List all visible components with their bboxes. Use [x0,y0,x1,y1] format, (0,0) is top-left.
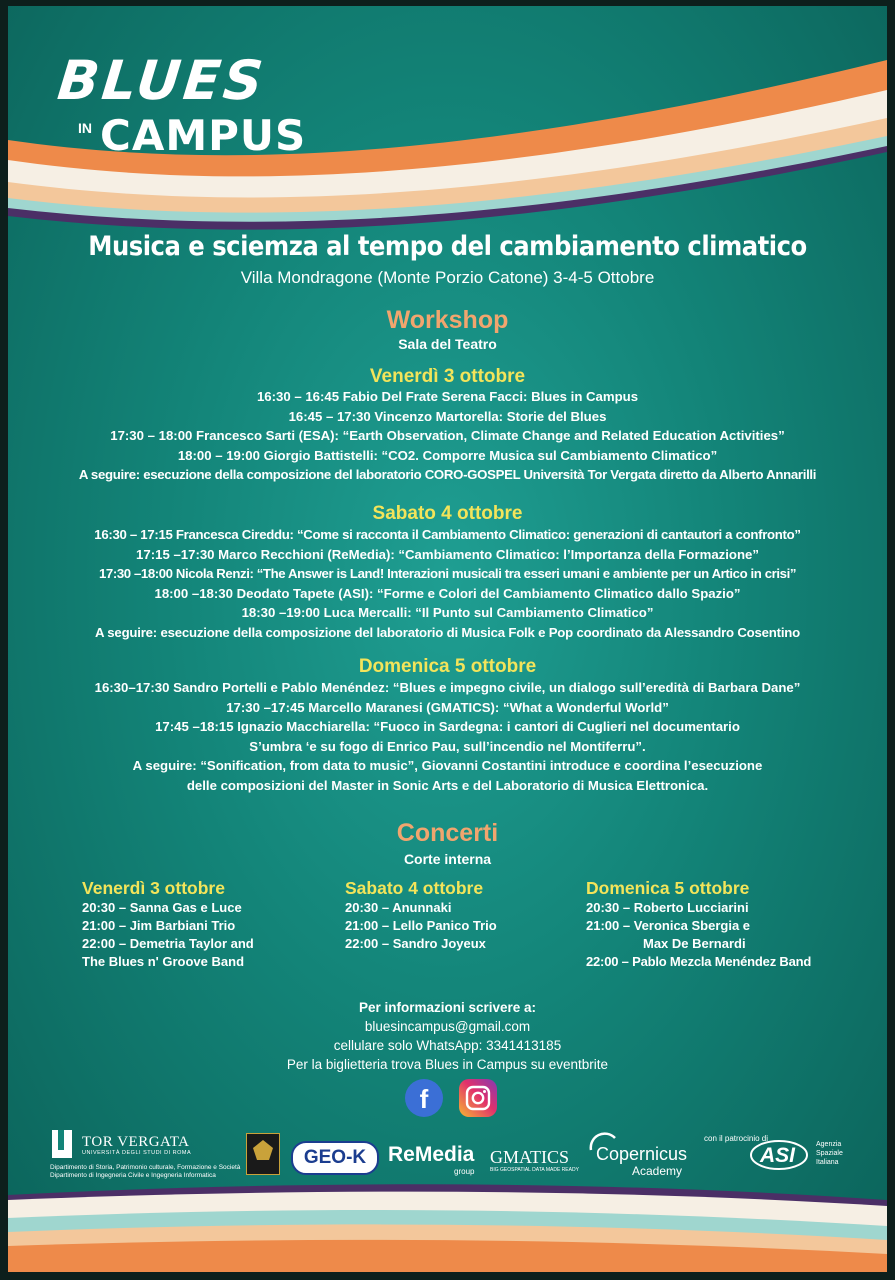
logo-blues-text: BLUES [54,49,269,112]
workshop-day-program [0,387,895,485]
asi-fullname [816,1140,843,1167]
concert-line: 22:00 – Demetria Taylor and [82,936,254,951]
instagram-icon[interactable] [459,1079,497,1117]
concert-day-column [345,877,605,953]
concerts-heading: Concerti [396,819,499,847]
tor-vergata-sub: UNIVERSITÀ DEGLI STUDI DI ROMA [82,1150,192,1156]
tor-vergata-mark-icon [50,1128,76,1162]
concert-line: 22:00 – Sandro Joyeux [345,936,486,951]
page-subtitle: Villa Mondragone (Monte Porzio Catone) 3-4-5 Ottobre [240,268,655,287]
concert-line: The Blues n' Groove Band [82,954,245,969]
remedia-name: ReMedia [388,1143,475,1166]
contact-info [0,998,895,1074]
info-heading: Per informazioni scrivere a: [358,1000,537,1015]
program-line: 17:30 – 18:00 Francesco Sarti (ESA): “Earth Observation, Climate Change and Related Education Activities” [110,428,785,444]
info-email[interactable]: bluesincampus@gmail.com [364,1019,531,1034]
program-line: A seguire: esecuzione della composizione del laboratorio CORO-GOSPEL Università Tor Vergata diretto da Alberto Annarilli [78,467,817,483]
program-line: 16:30–17:30 Sandro Portelli e Pablo Menéndez: “Blues e impegno civile, un dialogo sull’eredità di Barbara Dane” [94,680,801,695]
program-line: 18:00 – 19:00 Giorgio Battistelli: “CO2. Comporre Musica sul Cambiamento Climatico” [177,447,718,463]
concert-line: 20:30 – Sanna Gas e Luce [82,900,242,915]
tor-vergata-name: TOR VERGATA [82,1134,190,1150]
concert-list [345,899,605,953]
workshop-day-title: Domenica 5 ottobre [358,656,537,677]
program-line: 17:30 –17:45 Marcello Maranesi (GMATICS): “What a Wonderful World” [226,699,669,715]
tor-vergata-logo [50,1128,241,1179]
workshop-day-title: Venerdì 3 ottobre [369,366,526,387]
workshop-venue: Sala del Teatro [398,336,497,352]
concerts-venue: Corte interna [403,851,492,867]
concert-day-column [586,877,866,971]
copernicus-name: Copernicus [596,1144,688,1164]
program-line: 18:00 –18:30 Deodato Tapete (ASI): “Forme e Colori del Cambiamento Climatico dallo Spazio” [154,585,741,601]
program-line: 16:45 – 17:30 Vincenzo Martorella: Storie del Blues [288,408,607,424]
concert-line: 20:30 – Roberto Lucciarini [586,900,749,915]
facebook-icon[interactable] [405,1079,443,1117]
program-line: A seguire: esecuzione della composizione del laboratorio di Musica Folk e Pop coordinato da Alessandro Cosentino [95,624,800,640]
concert-line: 21:00 – Lello Panico Trio [345,918,497,933]
logo-in-text: IN [78,120,92,136]
program-line: 16:30 – 17:15 Francesca Cireddu: “Come si racconta il Cambiamento Climatico: generazioni di cantautori a confronto” [94,527,801,542]
gmatics-sub: BIG GEOSPATIAL DATA MADE READY [490,1167,579,1173]
program-line: delle composizioni del Master in Sonic Arts e del Laboratorio di Musica Elettronica. [186,777,709,793]
remedia-logo [388,1143,475,1176]
concert-day-title: Venerdì 3 ottobre [82,878,225,898]
tor-vergata-dept1: Dipartimento di Storia, Patrimonio culturale, Formazione e Società [50,1164,241,1171]
asi-line: Italiana [816,1159,839,1166]
svg-text:f: f [419,1084,429,1114]
info-phone: cellulare solo WhatsApp: 3341413185 [333,1038,562,1053]
asi-line: Spaziale [816,1150,843,1157]
geok-logo: GEO-K [291,1141,379,1175]
workshop-day-program [0,678,895,796]
info-tickets: Per la biglietteria trova Blues in Campus su eventbrite [286,1057,609,1072]
program-line: 17:15 –17:30 Marco Recchioni (ReMedia): “Cambiamento Climatico: l’Importanza della Formazione” [136,546,759,562]
concert-day-column [82,877,342,971]
tor-vergata-dept2: Dipartimento di Ingegneria Civile e Ingegneria Informatica [50,1172,216,1179]
workshop-heading: Workshop [386,306,509,334]
page-title: Musica e sciemza al tempo del cambiamento climatico [88,231,807,262]
program-line: 17:45 –18:15 Ignazio Macchiarella: “Fuoco in Sardegna: i cantori di Cuglieri nel documentario [155,719,740,735]
program-line: A seguire: “Sonification, from data to music”, Giovanni Costantini introduce e coordina l’esecuzione [132,758,763,774]
workshop-day-program [0,525,895,643]
emblem-logo [246,1133,280,1175]
program-line: 16:30 – 16:45 Fabio Del Frate Serena Facci: Blues in Campus [256,389,639,404]
gmatics-name: GMATICS [490,1147,570,1167]
concert-day-title: Sabato 4 ottobre [345,878,484,898]
remedia-sub: group [454,1167,475,1176]
copernicus-sub: Academy [632,1164,683,1178]
asi-line: Agenzia [816,1141,842,1148]
concert-list [82,899,342,971]
program-line: S’umbra ‘e su fogo di Enrico Pau, sull’incendio nel Montiferru”. [249,738,646,754]
program-line: 18:30 –19:00 Luca Mercalli: “Il Punto sul Cambiamento Climatico” [241,605,654,621]
logo-campus-text: CAMPUS [100,111,307,160]
concert-line: 20:30 – Anunnaki [345,900,452,915]
program-line: 17:30 –18:00 Nicola Renzi: “The Answer is Land! Interazioni musicali tra esseri umani e ambiente per un Artico in crisi” [98,566,797,582]
concert-line: 22:00 – Pablo Mezcla Menéndez Band [586,954,812,969]
concert-day-title: Domenica 5 ottobre [586,878,750,898]
concert-line: Max De Bernardi [643,936,746,951]
concert-list [586,899,866,971]
patrocinio-label: con il patrocinio di [704,1134,769,1143]
asi-name: ASI [760,1144,796,1167]
concert-line: 21:00 – Jim Barbiani Trio [82,918,236,933]
concert-line: 21:00 – Veronica Sbergia e [586,918,751,933]
gmatics-logo [490,1147,579,1173]
workshop-day-title: Sabato 4 ottobre [372,503,523,524]
crest-icon [247,1134,279,1174]
